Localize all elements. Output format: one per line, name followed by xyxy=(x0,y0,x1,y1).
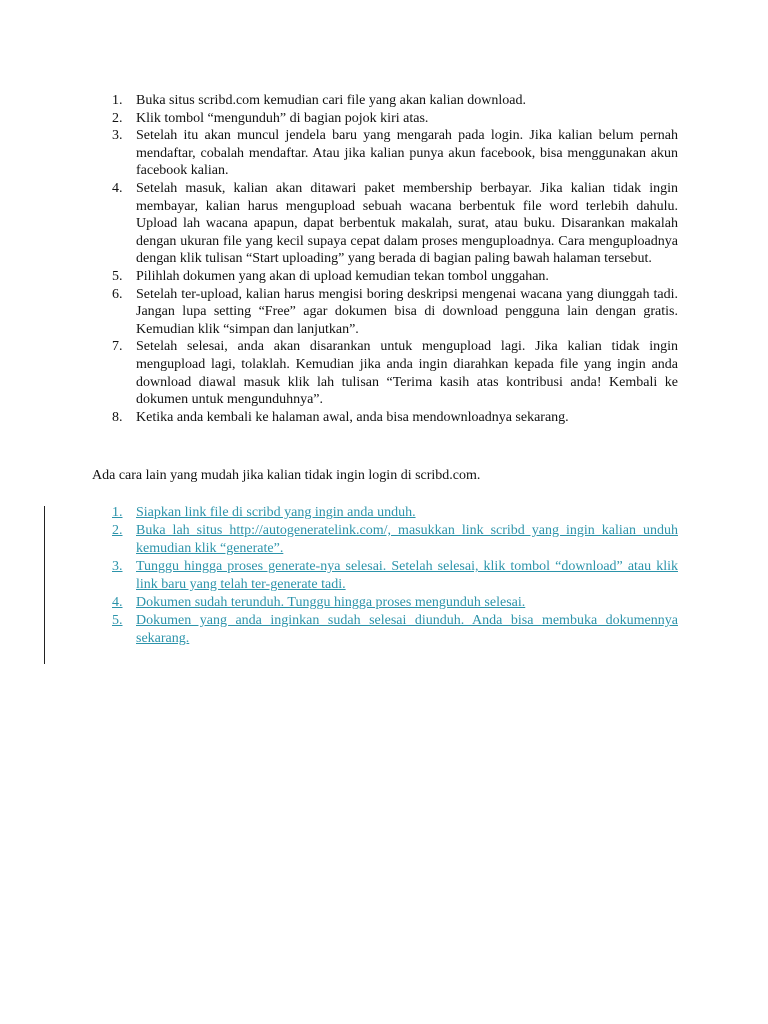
list-item xyxy=(112,286,678,339)
item-number: 1. xyxy=(112,93,123,108)
item-link-text[interactable]: Dokumen yang anda inginkan sudah selesai diunduh. Anda bisa membuka dokumennya sekarang. xyxy=(136,613,678,646)
intro-paragraph: Ada cara lain yang mudah jika kalian tidak ingin login di scribd.com. xyxy=(92,468,481,483)
list-item xyxy=(112,110,678,128)
item-number: 2. xyxy=(112,523,123,538)
item-text: Setelah ter-upload, kalian harus mengisi boring deskripsi mengenai wacana yang diunggah tadi. Jangan lupa setting “Free” agar dokumen bisa di download pengguna lain dengan gratis. Kemudian klik “simpan dan lanjutkan”. xyxy=(136,286,678,337)
item-text: Ketika anda kembali ke halaman awal, anda bisa mendownloadnya sekarang. xyxy=(136,409,569,425)
item-text: Pilihlah dokumen yang akan di upload kemudian tekan tombol unggahan. xyxy=(136,268,549,284)
item-number: 6. xyxy=(112,286,123,302)
list-item[interactable] xyxy=(112,504,678,522)
list-item xyxy=(112,338,678,408)
item-link-text[interactable]: Buka lah situs http://autogeneratelink.com/, masukkan link scribd yang ingin kalian unduh kemudian klik “generate”. xyxy=(136,523,678,556)
item-text: Buka situs scribd.com kemudian cari file yang akan kalian download. xyxy=(136,93,526,108)
item-text: Setelah itu akan muncul jendela baru yang mengarah pada login. Jika kalian belum pernah mendaftar, cobalah mendaftar. Atau jika kalian punya akun facebook, bisa menggunakan akun facebook kalian. xyxy=(136,128,678,179)
revision-change-bar xyxy=(44,506,45,664)
item-number: 3. xyxy=(112,559,123,574)
item-link-text[interactable]: Tunggu hingga proses generate-nya selesai. Setelah selesai, klik tombol “download” atau klik link baru yang telah ter-generate tadi. xyxy=(136,559,678,592)
item-link-text[interactable]: Siapkan link file di scribd yang ingin anda unduh. xyxy=(136,505,416,520)
list-item xyxy=(112,127,678,180)
item-number: 1. xyxy=(112,505,123,520)
list-item xyxy=(112,409,678,427)
list-item[interactable] xyxy=(112,522,678,558)
item-text: Setelah selesai, anda akan disarankan untuk mengupload lagi. Jika kalian tidak ingin mengupload lagi, tolaklah. Kemudian jika anda ingin diarahkan kepada file yang ingin anda download diawal masuk klik lah tulisan “Terima kasih atas kontribusi anda! Kembali ke dokumen untuk mengunduhnya”. xyxy=(136,339,678,408)
alternative-steps-list xyxy=(112,504,678,648)
item-number: 7. xyxy=(112,339,123,355)
list-item xyxy=(112,180,678,268)
list-item[interactable] xyxy=(112,594,678,612)
item-text: Setelah masuk, kalian akan ditawari paket membership berbayar. Jika kalian tidak ingin membayar, kalian harus mengupload sebuah wacana berbentuk file word terlebih dahulu. Upload lah wacana apapun, dapat berbentuk makalah, surat, atau buku. Disarankan makalah dengan ukuran file yang kecil supaya cepat dalam proses menguploadnya. Cara menguploadnya dengan klik tulisan “Start uploading” yang berada di bagian paling bawah halaman tersebut. xyxy=(136,180,678,267)
list-item[interactable] xyxy=(112,612,678,648)
list-item xyxy=(112,92,678,110)
item-text: Klik tombol “mengunduh” di bagian pojok kiri atas. xyxy=(136,110,429,126)
list-item xyxy=(112,268,678,286)
item-number: 2. xyxy=(112,110,123,126)
item-number: 8. xyxy=(112,409,123,425)
item-number: 5. xyxy=(112,268,123,284)
item-number: 4. xyxy=(112,595,123,610)
item-number: 5. xyxy=(112,613,123,628)
item-number: 3. xyxy=(112,128,123,144)
item-link-text[interactable]: Dokumen sudah terunduh. Tunggu hingga proses mengunduh selesai. xyxy=(136,595,526,610)
list-item[interactable] xyxy=(112,558,678,594)
item-number: 4. xyxy=(112,180,123,196)
numbered-steps-list xyxy=(112,92,678,426)
